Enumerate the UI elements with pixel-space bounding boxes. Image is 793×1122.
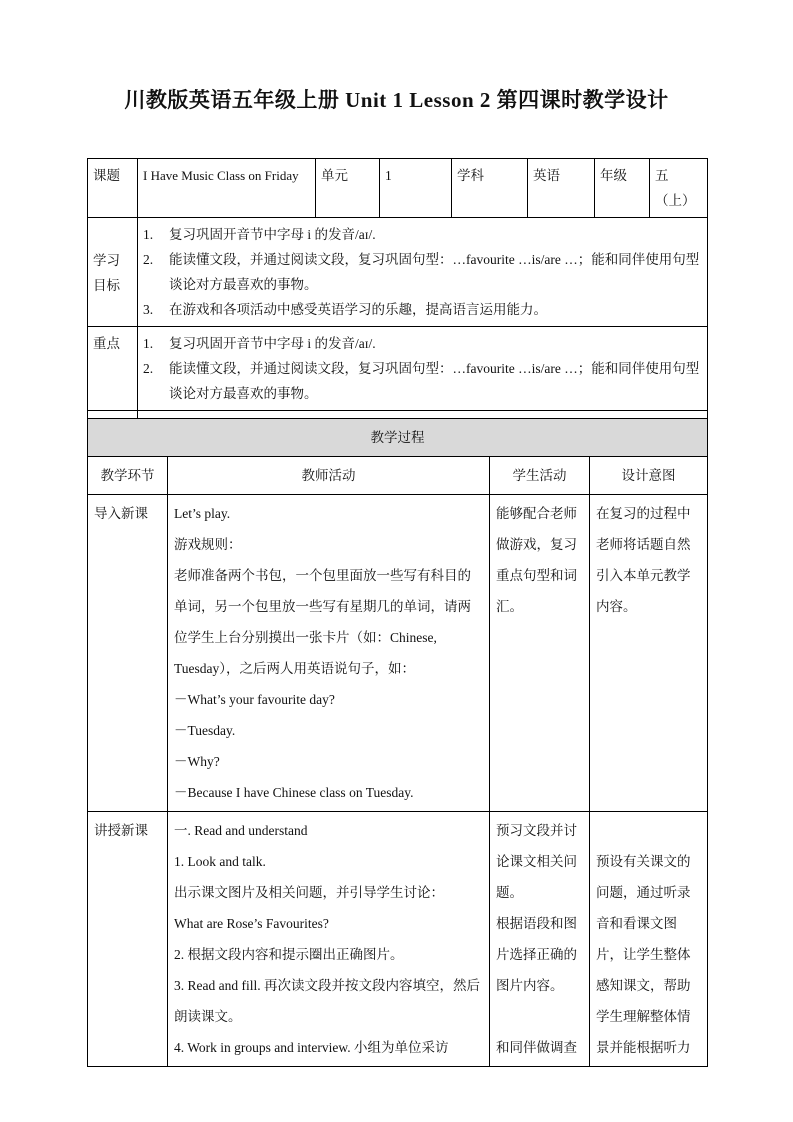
student-cell: 能够配合老师做游戏，复习重点句型和词汇。 [490,495,590,812]
list-item: 1. 复习巩固开音节中字母 i 的发音/aɪ/. [143,227,376,242]
process-header: 教学过程 [88,419,708,457]
student-cell: 预习文段并讨论课文相关问题。 根据语段和图片选择正确的图片内容。 和同伴做调查 [490,812,590,1067]
col-student: 学生活动 [490,457,590,495]
key-points-label: 重点 [88,327,138,411]
col-intent: 设计意图 [590,457,708,495]
process-header-row [88,419,708,457]
teacher-cell: Let’s play. 游戏规则： 老师准备两个书包，一个包里面放一些写有科目的单词，另一个包里放一些写有星期几的单词，请两位学生上台分别摸出一张卡片（如：Chinese, Tuesday），之后两人用英语说句子，如： －What’s your favourite day? －Tuesday. －Why? －Because I have Chinese class on Tuesday. [168,495,490,812]
unit-label: 单元 [316,159,380,218]
key-points-content [138,327,708,411]
objectives-label: 学习目标 [88,218,138,327]
col-teacher: 教师活动 [168,457,490,495]
list-item: 3. 在游戏和各项活动中感受英语学习的乐趣，提高语言运用能力。 [143,302,547,317]
stage-cell: 讲授新课 [88,812,168,1067]
unit-value: 1 [380,159,452,218]
topic-value: I Have Music Class on Friday [138,159,316,218]
intent-cell: 预设有关课文的问题，通过听录音和看课文图片，让学生整体感知课文，帮助学生理解整体情景并能根据听力 [590,812,708,1067]
list-item: 2. 能读懂文段，并通过阅读文段，复习巩固句型：…favourite …is/are …；能和同伴使用句型谈论对方最喜欢的事物。 [143,252,700,292]
teacher-cell: 一. Read and understand 1. Look and talk. 出示课文图片及相关问题，并引导学生讨论： What are Rose’s Favourites? 2. 根据文段内容和提示圈出正确图片。 3. Read and fill. 再次读文段并按文段内容填空，然后朗读课文。 4. Work in groups and interview. 小组为单位采访 [168,812,490,1067]
col-stage: 教学环节 [88,457,168,495]
topic-label: 课题 [88,159,138,218]
list-item: 2. 能读懂文段，并通过阅读文段，复习巩固句型：…favourite …is/are …；能和同伴使用句型谈论对方最喜欢的事物。 [143,361,700,401]
objectives-content [138,218,708,327]
subject-label: 学科 [452,159,528,218]
process-columns-row [88,457,708,495]
info-row [88,159,708,218]
intent-cell: 在复习的过程中老师将话题自然引入本单元教学内容。 [590,495,708,812]
key-points-row [88,327,708,411]
objectives-row [88,218,708,327]
stage-cell: 导入新课 [88,495,168,812]
grade-label: 年级 [595,159,650,218]
process-table [87,418,708,1067]
info-table [87,158,708,445]
list-item: 1. 复习巩固开音节中字母 i 的发音/aɪ/. [143,336,376,351]
page-title: 川教版英语五年级上册 Unit 1 Lesson 2 第四课时教学设计 [124,88,669,112]
subject-value: 英语 [528,159,595,218]
table-row [88,812,708,1067]
table-row [88,495,708,812]
grade-value: 五（上） [650,159,708,218]
